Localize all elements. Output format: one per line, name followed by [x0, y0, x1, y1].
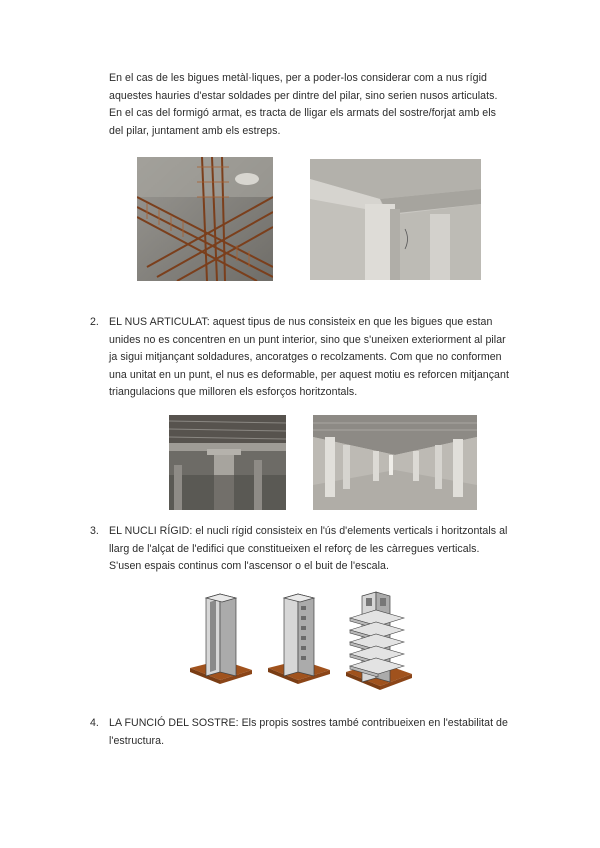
paragraph-line: una unitat en un punt, el nus es deformable, per aquest motiu es reforcen mitjançant — [109, 368, 509, 381]
intro-line: En el cas del formigó armat, es tracta de lligar els armats del sostre/forjat amb els — [109, 107, 496, 120]
articulated-structure-photo — [313, 415, 477, 510]
intro-line: En el cas de les bigues metàl·liques, per a poder-los considerar com a nus rígid — [109, 72, 487, 84]
rigid-core-paragraph — [109, 523, 507, 576]
paragraph-line: l'estructura. — [109, 734, 165, 747]
paragraph-line: EL NUCLI RÍGID: el nucli rígid consisteix en l'ús d'elements verticals i horitzontals al — [109, 525, 508, 537]
intro-line: aquestes hauries d'estar soldades per dintre del pilar, sino serien nusos articulats. — [109, 89, 498, 102]
list-number: 3. — [90, 525, 99, 537]
paragraph-line: EL NUS ARTICULAT: aquest tipus de nus consisteix en que les bigues que estan — [109, 316, 493, 328]
paragraph-line: LA FUNCIÓ DEL SOSTRE: Els propis sostres també contribueixen en l'estabilitat de — [109, 717, 508, 729]
slab-function-paragraph — [109, 715, 508, 750]
paragraph-line: unides no es concentren en un punt interior, sino que s'uneixen exteriorment al pilar — [109, 333, 506, 346]
paragraph-line: ja sigui mitjançant soldadures, ancoratges o recolzaments. Com que no conformen — [109, 351, 502, 364]
intro-paragraph — [109, 70, 497, 140]
paragraph-line: S'usen espais continus com l'ascensor o el buit de l'escala. — [109, 560, 389, 573]
rigid-core-illustration — [190, 588, 418, 696]
rebar-joint-photo — [137, 157, 273, 281]
list-number: 4. — [90, 717, 99, 729]
articulated-joint-paragraph — [109, 314, 509, 402]
list-number: 2. — [90, 316, 99, 328]
paragraph-line: triangulacions que milloren els esforços horitzontals. — [109, 386, 358, 399]
articulated-column-photo — [169, 415, 286, 510]
paragraph-line: llarg de l'alçat de l'edifici que constitueixen el reforç de les càrregues verticals. — [109, 542, 480, 555]
intro-line: del pilar, juntament amb els estreps. — [109, 124, 281, 137]
concrete-joint-photo — [310, 159, 481, 280]
